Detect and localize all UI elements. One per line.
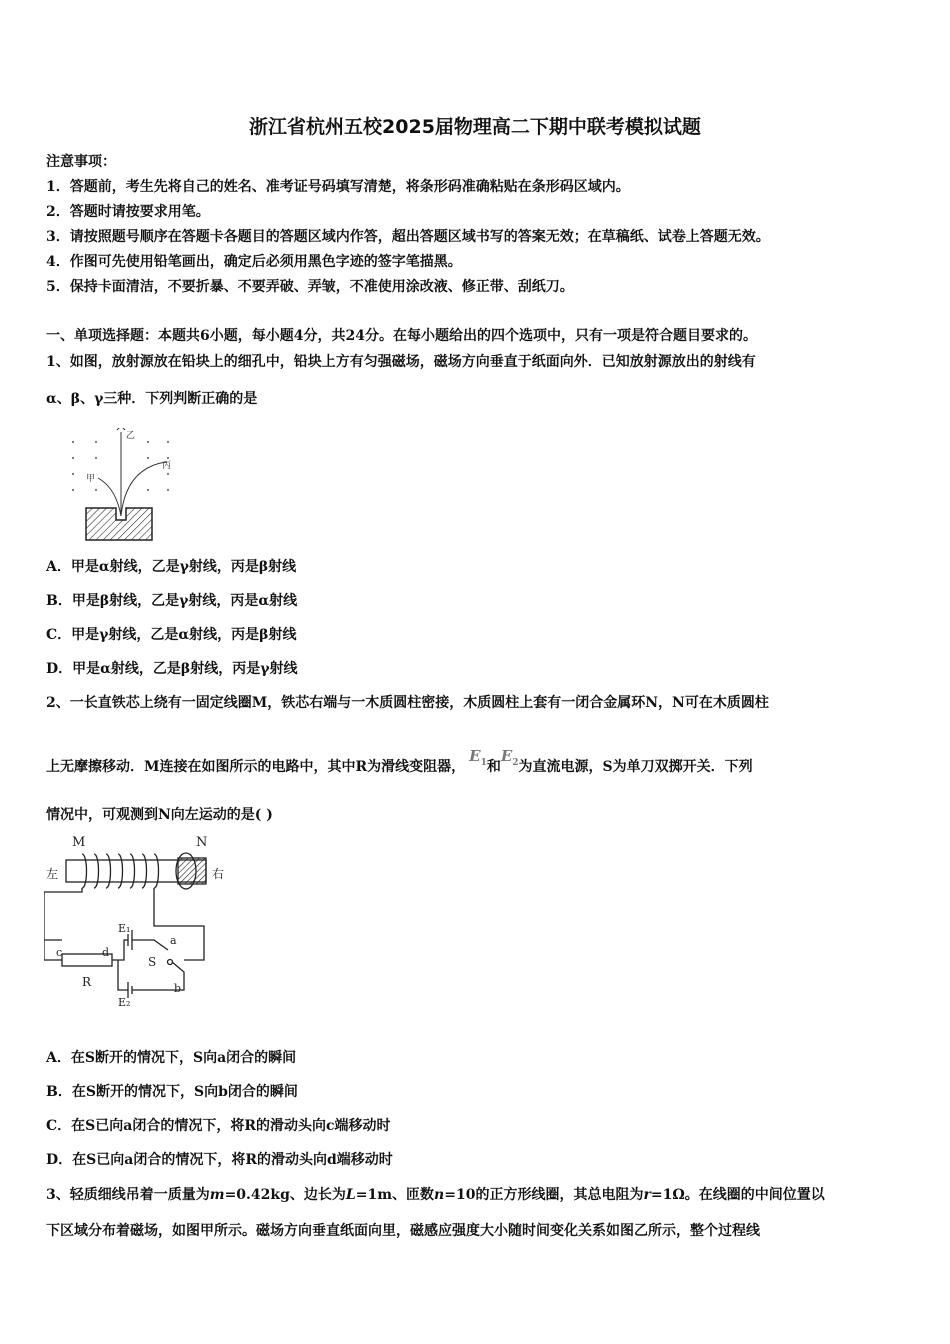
- notice-item-3: 3．请按照题号顺序在答题卡各题目的答题区域内作答，超出答题区域书写的答案无效；在草稿纸、试卷上答题无效。: [46, 229, 770, 245]
- q1-option-a: A．甲是α射线，乙是γ射线，丙是β射线: [46, 559, 297, 575]
- q1-stem-line2: α、β、γ三种．下列判断正确的是: [46, 391, 258, 407]
- q2-option-a: A．在S断开的情况下，S向a闭合的瞬间: [46, 1050, 297, 1066]
- label-left: 甲: [86, 474, 96, 484]
- label-d: d: [102, 946, 110, 959]
- label-a: a: [170, 934, 177, 947]
- q2-option-c: C．在S已向a闭合的情况下，将R的滑动头向c端移动时: [46, 1118, 391, 1134]
- q2-stem-line1: 2、一长直铁芯上绕有一固定线圈M，铁芯右端与一木质圆柱密接，木质圆柱上套有一闭合金属环N，N可在木质圆柱: [46, 695, 769, 711]
- q3-stem-line1: 3、轻质细线吊着一质量为m=0.42kg、边长为L=1m、匝数n=10的正方形线圈，其总电阻为r=1Ω。在线圈的中间位置以: [46, 1187, 825, 1203]
- label-N: N: [196, 835, 208, 850]
- q1-radiation-figure: [66, 428, 176, 544]
- label-right: 右: [212, 867, 225, 881]
- notice-item-4: 4．作图可先使用铅笔画出，确定后必须用黑色字迹的签字笔描黑。: [46, 254, 462, 270]
- notice-item-2: 2．答题时请按要求用笔。: [46, 204, 210, 220]
- q1-option-d: D．甲是α射线，乙是β射线，丙是γ射线: [46, 661, 298, 677]
- label-left: 左: [46, 867, 59, 881]
- q1-stem-line1: 1、如图，放射源放在铅块上的细孔中，铅块上方有匀强磁场，磁场方向垂直于纸面向外．已知放射源放出的射线有: [46, 354, 756, 370]
- notice-item-1: 1．答题前，考生先将自己的姓名、准考证号码填写清楚，将条形码准确粘贴在条形码区域内。: [46, 179, 630, 195]
- label-top: 乙: [126, 431, 136, 441]
- q2-circuit-figure: [44, 832, 234, 1014]
- q2-option-d: D．在S已向a闭合的情况下，将R的滑动头向d端移动时: [46, 1152, 393, 1168]
- q2-stem-line2: 上无摩擦移动．M连接在如图所示的电路中，其中R为滑线变阻器，$E_1$和$E_2$为直流电源，S为单刀双掷开关．下列: [46, 747, 753, 775]
- coil-M: [82, 854, 159, 888]
- label-M: M: [72, 835, 86, 850]
- q2-stem-line3: 情况中，可观测到N向左运动的是( ): [46, 807, 273, 823]
- q1-option-b: B．甲是β射线，乙是γ射线，丙是α射线: [46, 593, 298, 609]
- q3-stem-line2: 下区域分布着磁场，如图甲所示。磁场方向垂直纸面向里，磁感应强度大小随时间变化关系如图乙所示，整个过程线: [46, 1223, 760, 1239]
- section-heading: 一、单项选择题：本题共6小题，每小题4分，共24分。在每小题给出的四个选项中，只有一项是符合题目要求的。: [46, 328, 757, 344]
- label-S: S: [148, 955, 157, 969]
- q2-option-b: B．在S断开的情况下，S向b闭合的瞬间: [46, 1084, 298, 1100]
- wire-left: [44, 888, 82, 940]
- label-R: R: [82, 975, 92, 989]
- label-b: b: [174, 982, 182, 995]
- label-c: c: [56, 946, 63, 959]
- wooden-cylinder: [178, 858, 206, 884]
- notice-heading: 注意事项：: [46, 154, 116, 170]
- label-E1: E₁: [118, 922, 131, 935]
- label-right: 丙: [162, 461, 172, 471]
- q1-option-c: C．甲是γ射线，乙是α射线，丙是β射线: [46, 627, 297, 643]
- notice-item-5: 5．保持卡面清洁，不要折暴、不要弄破、弄皱，不准使用涂改液、修正带、刮纸刀。: [46, 279, 574, 295]
- document-title: 浙江省杭州五校2025届物理高二下期中联考模拟试题: [249, 116, 701, 138]
- lead-block: [86, 508, 152, 540]
- label-E2: E₂: [118, 996, 131, 1009]
- wire-right: [154, 888, 204, 960]
